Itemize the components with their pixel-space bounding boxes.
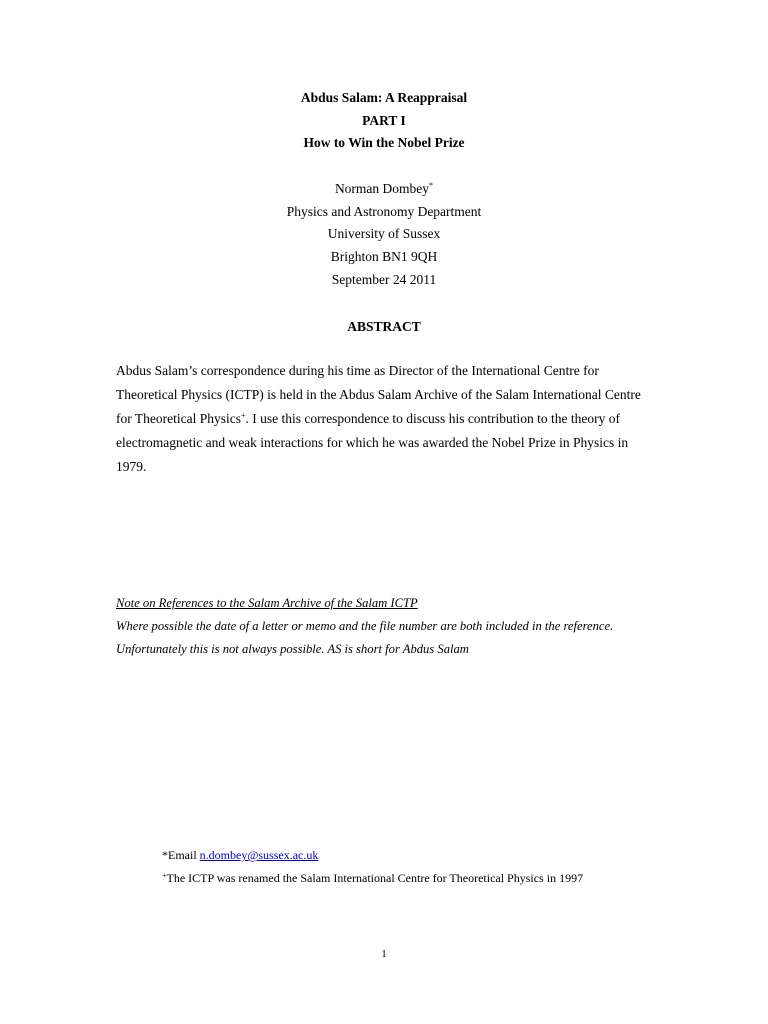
author-address: Brighton BN1 9QH <box>330 249 438 264</box>
paper-title: Abdus Salam: A Reappraisal <box>300 90 468 105</box>
paper-date: September 24 2011 <box>331 272 437 287</box>
abstract-body <box>116 359 656 479</box>
email-link[interactable]: n.dombey@sussex.ac.uk <box>199 848 319 862</box>
abstract-heading: ABSTRACT <box>347 319 421 334</box>
author-department: Physics and Astronomy Department <box>286 204 482 219</box>
abstract-footnote-marker: + <box>240 411 246 420</box>
paper-part: PART I <box>362 113 406 128</box>
ictp-footnote-marker: + <box>162 871 167 880</box>
author-name-line <box>0 180 768 198</box>
email-footnote-prefix: *Email <box>162 848 200 862</box>
ictp-footnote <box>162 867 702 890</box>
author-footnote-marker: * <box>429 181 434 190</box>
author-university: University of Sussex <box>327 226 441 241</box>
abstract-text-part1: Abdus Salam’s correspondence during his time as Director of the International Centre for Theoretical Physics (ICTP) is held in the Abdus Salam Archive of the Salam International Centre for Theoretical Physics <box>116 363 641 426</box>
abstract-text-part2: . I use this correspondence to discuss his contribution to the theory of electromagnetic and weak interactions for which he was awarded the Nobel Prize in Physics in 1979. <box>116 411 629 474</box>
reference-note <box>116 592 656 661</box>
paper-subtitle: How to Win the Nobel Prize <box>303 135 465 150</box>
reference-note-heading: Note on References to the Salam Archive of the Salam ICTP <box>116 596 418 610</box>
reference-note-body: Where possible the date of a letter or memo and the file number are both included in the reference. Unfortunately this is not always possible. AS is short for Abdus Salam <box>116 619 614 656</box>
author-name: Norman Dombey <box>334 181 430 196</box>
ictp-footnote-text: The ICTP was renamed the Salam International Centre for Theoretical Physics in 1997 <box>166 871 584 885</box>
page-number: 1 <box>381 948 387 960</box>
email-footnote <box>162 844 702 867</box>
footnotes <box>162 844 702 890</box>
